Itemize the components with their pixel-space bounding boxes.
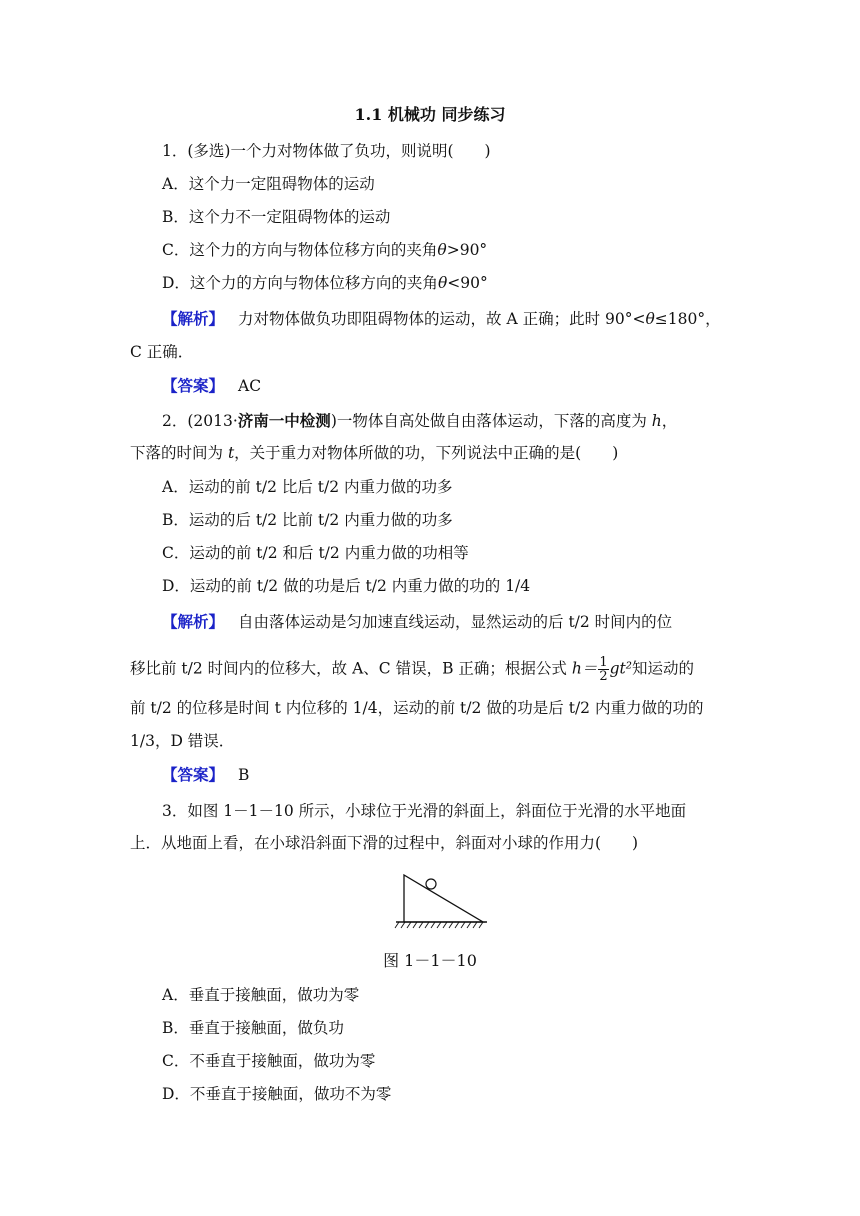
ball-icon	[426, 879, 436, 889]
q3-option-a: A．垂直于接触面，做功为零	[162, 986, 360, 1004]
formula-denominator: 2	[599, 669, 608, 684]
formula-rhs: gt²	[609, 659, 632, 678]
formula-fraction	[598, 656, 608, 683]
q2-analysis-line-1	[162, 611, 672, 633]
q1-stem: 1．(多选)一个力对物体做了负功，则说明( )	[162, 142, 491, 160]
q1-analysis-range: ≤180°，	[654, 310, 721, 328]
q2-option-d: D．运动的前 t/2 做的功是后 t/2 内重力做的功的 1/4	[162, 577, 531, 595]
q2-stem-l2-text: ，关于重力对物体所做的功，下列说法中正确的是( )	[234, 444, 619, 462]
q1-analysis-line-1	[162, 308, 721, 330]
q1-option-b: B．这个力不一定阻碍物体的运动	[162, 208, 391, 226]
page-title: 1.1 机械功 同步练习	[354, 105, 506, 124]
q2-analysis-tag: 【解析】	[162, 612, 225, 631]
q2-stem-prefix: 2．(2013·	[162, 412, 238, 430]
q2-stem-var-t: t	[227, 444, 235, 462]
q2-answer	[162, 764, 249, 786]
q3-stem-line-2: 上．从地面上看，在小球沿斜面下滑的过程中，斜面对小球的作用力( )	[130, 834, 639, 852]
q1-option-d-cond: <90°	[447, 274, 488, 292]
q1-answer-value: AC	[238, 377, 262, 395]
q1-option-a: A．这个力一定阻碍物体的运动	[162, 175, 375, 193]
q2-answer-value: B	[238, 766, 250, 784]
q1-analysis-var: θ	[645, 310, 655, 328]
ground-hatching	[395, 922, 483, 928]
q2-stem-var-h: h	[651, 412, 662, 430]
formula-lhs: h＝	[571, 659, 598, 678]
q2-stem-line-2	[130, 442, 618, 464]
q3-option-c: C．不垂直于接触面，做功为零	[162, 1052, 376, 1070]
q2-analysis-text-1: 自由落体运动是匀加速直线运动，显然运动的后 t/2 时间内的位	[238, 613, 673, 631]
q1-option-c-var: θ	[437, 241, 447, 259]
incline-triangle	[404, 875, 483, 922]
q1-answer-tag: 【答案】	[162, 376, 225, 395]
q2-option-c: C．运动的前 t/2 和后 t/2 内重力做的功相等	[162, 544, 469, 562]
q2-stem-comma: ，	[661, 412, 678, 430]
q1-option-c	[162, 239, 487, 261]
q1-analysis-tag: 【解析】	[162, 309, 225, 328]
q2-analysis-line-4: 1/3，D 错误．	[130, 732, 235, 750]
q3-option-b: B．垂直于接触面，做负功	[162, 1019, 344, 1037]
q1-option-d-var: θ	[437, 274, 448, 292]
q1-option-c-cond: >90°	[446, 241, 488, 259]
q2-answer-tag: 【答案】	[162, 765, 225, 784]
incline-figure	[393, 872, 493, 932]
q2-option-b: B．运动的后 t/2 比前 t/2 内重力做的功多	[162, 511, 453, 529]
q1-option-d	[162, 272, 488, 294]
q2-analysis-line-3: 前 t/2 的位移是时间 t 内位移的 1/4，运动的前 t/2 做的功是后 t/2 内重力做的功的	[130, 699, 704, 717]
q2-stem-text: )一物体自高处做自由落体运动，下落的高度为	[330, 412, 652, 430]
q1-option-d-text: D．这个力的方向与物体位移方向的夹角	[162, 274, 438, 292]
q1-answer	[162, 375, 261, 397]
q3-stem-line-1: 3．如图 1－1－10 所示，小球位于光滑的斜面上，斜面位于光滑的水平地面	[162, 802, 687, 820]
q2-analysis-line-2	[130, 656, 694, 683]
q2-stem-line-1	[162, 410, 677, 432]
q2-source: 济南一中检测	[237, 411, 331, 430]
q1-analysis-text: 力对物体做负功即阻碍物体的运动，故 A 正确；此时 90°<	[238, 310, 646, 328]
q2-stem-l2-prefix: 下落的时间为	[130, 444, 228, 462]
q2-option-a: A．运动的前 t/2 比后 t/2 内重力做的功多	[162, 478, 453, 496]
q2-analysis-text-2: 移比前 t/2 时间内的位移大，故 A、C 错误，B 正确；根据公式	[130, 659, 572, 678]
q1-option-c-text: C．这个力的方向与物体位移方向的夹角	[162, 241, 438, 259]
formula-numerator: 1	[599, 655, 608, 670]
figure-caption: 图 1－1－10	[383, 951, 477, 970]
q2-analysis-text-2b: 知运动的	[631, 659, 694, 678]
q3-option-d: D．不垂直于接触面，做功不为零	[162, 1085, 392, 1103]
q1-analysis-line-2: C 正确．	[130, 343, 194, 361]
